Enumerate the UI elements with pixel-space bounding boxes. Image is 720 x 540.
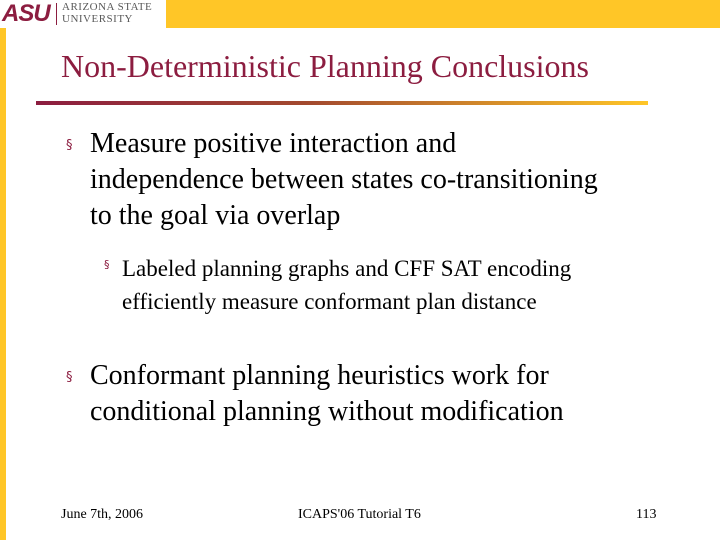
logo-divider [56, 3, 57, 25]
bullet-text: Measure positive interaction and independence between states co-transitioning to the goal via overlap [90, 128, 598, 231]
slide-title: Non-Deterministic Planning Conclusions [61, 48, 589, 84]
bullet-marker: § [66, 370, 73, 385]
page-number: 113 [636, 507, 657, 522]
left-brand-bar [0, 28, 6, 540]
footer-event: ICAPS'06 Tutorial T6 [298, 507, 421, 522]
bullet-text: Conformant planning heuristics work for conditional planning without modification [90, 360, 564, 427]
footer-date: June 7th, 2006 [61, 507, 144, 522]
bullet-marker: § [104, 258, 110, 271]
logo-line-1: ARIZONA STATE [62, 1, 153, 13]
bullet-marker: § [66, 138, 73, 153]
title-underline [36, 101, 648, 105]
logo-line-2: UNIVERSITY [62, 13, 133, 25]
sub-bullet-text: Labeled planning graphs and CFF SAT encoding efficiently measure conformant plan distance [122, 256, 572, 314]
logo-mark: ASU [2, 0, 50, 27]
university-logo [0, 0, 166, 28]
